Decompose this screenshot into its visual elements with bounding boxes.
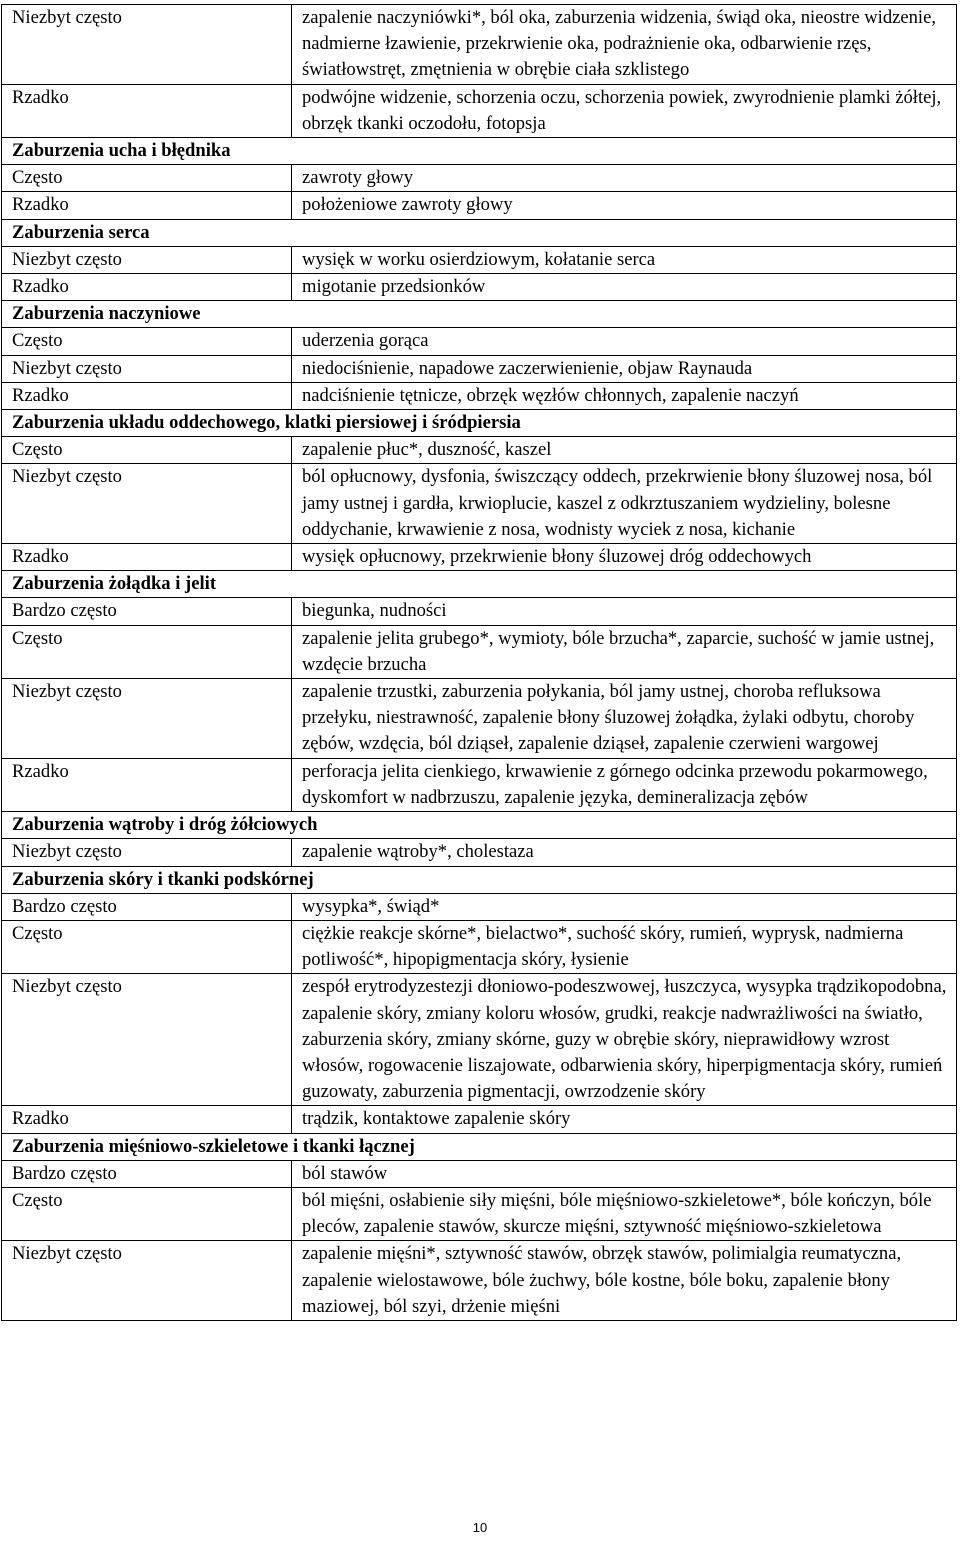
frequency-cell: Często [2, 920, 292, 973]
table-row [2, 544, 957, 571]
effects-cell: migotanie przedsionków [292, 274, 957, 301]
table-row [2, 839, 957, 866]
frequency-cell: Rzadko [2, 758, 292, 811]
effects-cell: zapalenie jelita grubego*, wymioty, bóle brzucha*, zaparcie, suchość w jamie ustnej, wzdęcie brzucha [292, 625, 957, 678]
section-heading-row [2, 1133, 957, 1160]
table-row [2, 893, 957, 920]
table-row [2, 328, 957, 355]
table-row [2, 758, 957, 811]
table-row [2, 1187, 957, 1240]
table-row [2, 246, 957, 273]
section-heading-row [2, 301, 957, 328]
table-row [2, 5, 957, 85]
effects-cell: ciężkie reakcje skórne*, bielactwo*, suchość skóry, rumień, wyprysk, nadmierna potliwość*, hipopigmentacja skóry, łysienie [292, 920, 957, 973]
frequency-cell: Niezbyt często [2, 1241, 292, 1321]
section-heading: Zaburzenia ucha i błędnika [2, 138, 957, 165]
frequency-cell: Niezbyt często [2, 464, 292, 544]
effects-cell: biegunka, nudności [292, 598, 957, 625]
table-row [2, 192, 957, 219]
effects-cell: zapalenie trzustki, zaburzenia połykania, ból jamy ustnej, choroba refluksowa przełyku, niestrawność, zapalenie błony śluzowej żołądka, żylaki odbytu, choroby zębów, wzdęcia, ból dziąseł, zapalenie dziąseł, zapalenie czerwieni wargowej [292, 679, 957, 759]
effects-cell: zapalenie wątroby*, cholestaza [292, 839, 957, 866]
table-row [2, 1160, 957, 1187]
frequency-cell: Niezbyt często [2, 5, 292, 85]
section-heading-row [2, 571, 957, 598]
frequency-cell: Bardzo często [2, 598, 292, 625]
frequency-cell: Niezbyt często [2, 679, 292, 759]
effects-cell: perforacja jelita cienkiego, krwawienie z górnego odcinka przewodu pokarmowego, dyskomfort w nadbrzuszu, zapalenie języka, demineralizacja zębów [292, 758, 957, 811]
section-heading-row [2, 219, 957, 246]
table-row [2, 274, 957, 301]
frequency-cell: Rzadko [2, 192, 292, 219]
effects-cell: zawroty głowy [292, 165, 957, 192]
adverse-reactions-table [1, 4, 957, 1321]
frequency-cell: Niezbyt często [2, 839, 292, 866]
table-row [2, 679, 957, 759]
effects-cell: wysięk opłucnowy, przekrwienie błony śluzowej dróg oddechowych [292, 544, 957, 571]
effects-cell: wysięk w worku osierdziowym, kołatanie serca [292, 246, 957, 273]
effects-cell: ból mięśni, osłabienie siły mięśni, bóle mięśniowo-szkieletowe*, bóle kończyn, bóle pleców, zapalenie stawów, skurcze mięśni, sztywność mięśniowo-szkieletowa [292, 1187, 957, 1240]
effects-cell: wysypka*, świąd* [292, 893, 957, 920]
frequency-cell: Bardzo często [2, 1160, 292, 1187]
table-row [2, 625, 957, 678]
section-heading: Zaburzenia żołądka i jelit [2, 571, 957, 598]
frequency-cell: Bardzo często [2, 893, 292, 920]
frequency-cell: Często [2, 625, 292, 678]
table-row [2, 84, 957, 137]
effects-cell: ból opłucnowy, dysfonia, świszczący oddech, przekrwienie błony śluzowej nosa, ból jamy ustnej i gardła, krwioplucie, kaszel z odkrztuszaniem wydzieliny, bolesne oddychanie, krwawienie z nosa, wodnisty wyciek z nosa, kichanie [292, 464, 957, 544]
table-row [2, 974, 957, 1106]
table-row [2, 355, 957, 382]
frequency-cell: Niezbyt często [2, 355, 292, 382]
effects-cell: położeniowe zawroty głowy [292, 192, 957, 219]
frequency-cell: Często [2, 1187, 292, 1240]
frequency-cell: Rzadko [2, 382, 292, 409]
effects-cell: trądzik, kontaktowe zapalenie skóry [292, 1106, 957, 1133]
effects-cell: ból stawów [292, 1160, 957, 1187]
frequency-cell: Często [2, 165, 292, 192]
frequency-cell: Rzadko [2, 274, 292, 301]
frequency-cell: Rzadko [2, 1106, 292, 1133]
section-heading: Zaburzenia wątroby i dróg żółciowych [2, 812, 957, 839]
section-heading: Zaburzenia mięśniowo-szkieletowe i tkanki łącznej [2, 1133, 957, 1160]
effects-cell: nadciśnienie tętnicze, obrzęk węzłów chłonnych, zapalenie naczyń [292, 382, 957, 409]
effects-cell: podwójne widzenie, schorzenia oczu, schorzenia powiek, zwyrodnienie plamki żółtej, obrzęk tkanki oczodołu, fotopsja [292, 84, 957, 137]
frequency-cell: Rzadko [2, 544, 292, 571]
frequency-cell: Niezbyt często [2, 246, 292, 273]
section-heading: Zaburzenia naczyniowe [2, 301, 957, 328]
table-row [2, 1106, 957, 1133]
section-heading: Zaburzenia skóry i tkanki podskórnej [2, 866, 957, 893]
frequency-cell: Niezbyt często [2, 974, 292, 1106]
section-heading-row [2, 138, 957, 165]
effects-cell: zespół erytrodyzestezji dłoniowo-podeszwowej, łuszczyca, wysypka trądzikopodobna, zapalenie skóry, zmiany koloru włosów, grudki, reakcje nadwrażliwości na światło, zaburzenia skóry, zmiany skórne, guzy w obrębie skóry, nieprawidłowy wzrost włosów, rogowacenie liszajowate, odbarwienia skóry, hiperpigmentacja skóry, rumień guzowaty, zaburzenia pigmentacji, owrzodzenie skóry [292, 974, 957, 1106]
frequency-cell: Często [2, 328, 292, 355]
table-row [2, 437, 957, 464]
frequency-cell: Rzadko [2, 84, 292, 137]
section-heading-row [2, 866, 957, 893]
effects-cell: zapalenie płuc*, duszność, kaszel [292, 437, 957, 464]
effects-cell: zapalenie naczyniówki*, ból oka, zaburzenia widzenia, świąd oka, nieostre widzenie, nadmierne łzawienie, przekrwienie oka, podrażnienie oka, odbarwienie rzęs, światłowstręt, zmętnienia w obrębie ciała szklistego [292, 5, 957, 85]
frequency-cell: Często [2, 437, 292, 464]
table-row [2, 920, 957, 973]
page-number: 10 [472, 1520, 488, 1535]
table-row [2, 165, 957, 192]
table-row [2, 382, 957, 409]
section-heading: Zaburzenia układu oddechowego, klatki piersiowej i śródpiersia [2, 410, 957, 437]
section-heading-row [2, 410, 957, 437]
section-heading: Zaburzenia serca [2, 219, 957, 246]
section-heading-row [2, 812, 957, 839]
effects-cell: uderzenia gorąca [292, 328, 957, 355]
effects-cell: zapalenie mięśni*, sztywność stawów, obrzęk stawów, polimialgia reumatyczna, zapalenie wielostawowe, bóle żuchwy, bóle kostne, bóle boku, zapalenie błony maziowej, ból szyi, drżenie mięśni [292, 1241, 957, 1321]
table-row [2, 1241, 957, 1321]
table-row [2, 464, 957, 544]
table-body [2, 5, 957, 1321]
effects-cell: niedociśnienie, napadowe zaczerwienienie, objaw Raynauda [292, 355, 957, 382]
table-row [2, 598, 957, 625]
